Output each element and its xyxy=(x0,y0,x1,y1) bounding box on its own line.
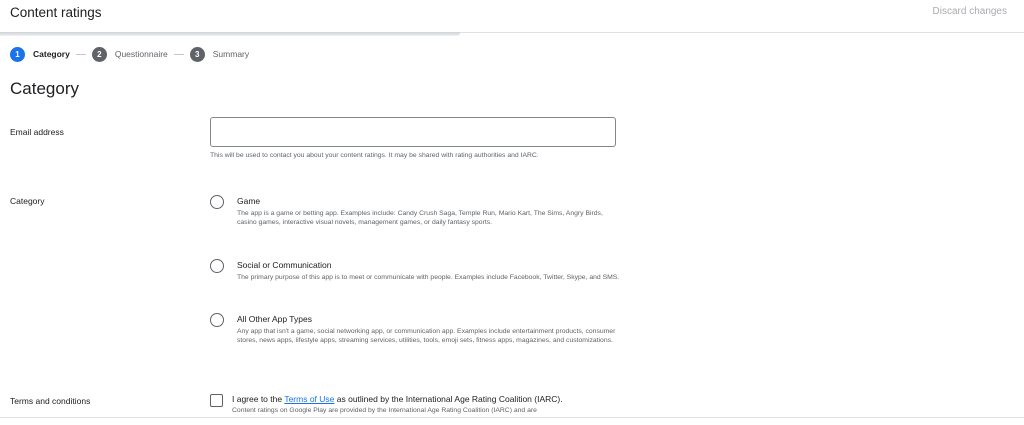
radio-button[interactable] xyxy=(210,259,224,273)
email-label: Email address xyxy=(10,127,64,137)
terms-description: Content ratings on Google Play are provided by the International Age Rating Coalition (IARC) and are xyxy=(232,407,537,414)
page-header xyxy=(0,0,1024,33)
discard-changes-button[interactable]: Discard changes xyxy=(932,6,1007,17)
option-description: The primary purpose of this app is to meet or communicate with people. Examples include Facebook, Twitter, Skype, and SMS. xyxy=(237,274,620,281)
step-summary[interactable] xyxy=(190,47,249,62)
option-description: The app is a game or betting app. Examples include: Candy Crush Saga, Temple Run, Mario Kart, The Sims, Angry Birds, casino games, interactive visual novels, management games, or daily fantasy sports. xyxy=(237,210,603,226)
bottom-divider xyxy=(0,417,1024,425)
terms-of-use-link[interactable]: Terms of Use xyxy=(284,394,335,404)
option-description: Any app that isn't a game, social networking app, or communication app. Examples include entertainment products, consumer stores, news apps, lifestyle apps, streaming services, utilities, tools, emoji sets, fitness apps, magazines, and customizations. xyxy=(237,328,616,344)
step-number-badge: 3 xyxy=(190,47,205,62)
terms-prefix: I agree to the xyxy=(232,394,285,404)
terms-label: Terms and conditions xyxy=(10,396,91,406)
option-title: Game xyxy=(237,196,261,206)
category-option-social[interactable] xyxy=(210,259,620,295)
email-helper-text: This will be used to contact you about your content ratings. It may be shared with rating authorities and IARC. xyxy=(210,152,539,159)
step-number-badge: 2 xyxy=(92,47,107,62)
step-number-badge: 1 xyxy=(10,47,25,62)
step-questionnaire[interactable] xyxy=(92,47,168,62)
step-category[interactable] xyxy=(10,47,70,62)
header-progress-shadow xyxy=(0,32,460,36)
email-field[interactable] xyxy=(210,117,616,147)
page-title: Content ratings xyxy=(10,5,102,20)
category-option-other[interactable] xyxy=(210,313,620,363)
option-title: All Other App Types xyxy=(237,314,312,324)
category-option-game[interactable] xyxy=(210,195,620,245)
stepper xyxy=(10,46,249,62)
category-label: Category xyxy=(10,196,45,206)
step-label: Summary xyxy=(212,49,250,59)
radio-button[interactable] xyxy=(210,195,224,209)
step-label: Questionnaire xyxy=(114,49,168,59)
section-title: Category xyxy=(10,79,79,98)
step-separator xyxy=(174,54,184,55)
step-separator xyxy=(76,54,86,55)
terms-agreement-text xyxy=(232,394,563,404)
option-title: Social or Communication xyxy=(237,260,332,270)
terms-suffix: as outlined by the International Age Rating Coalition (IARC). xyxy=(334,394,563,404)
step-label: Category xyxy=(33,49,70,59)
radio-button[interactable] xyxy=(210,313,224,327)
terms-checkbox[interactable] xyxy=(210,394,223,407)
